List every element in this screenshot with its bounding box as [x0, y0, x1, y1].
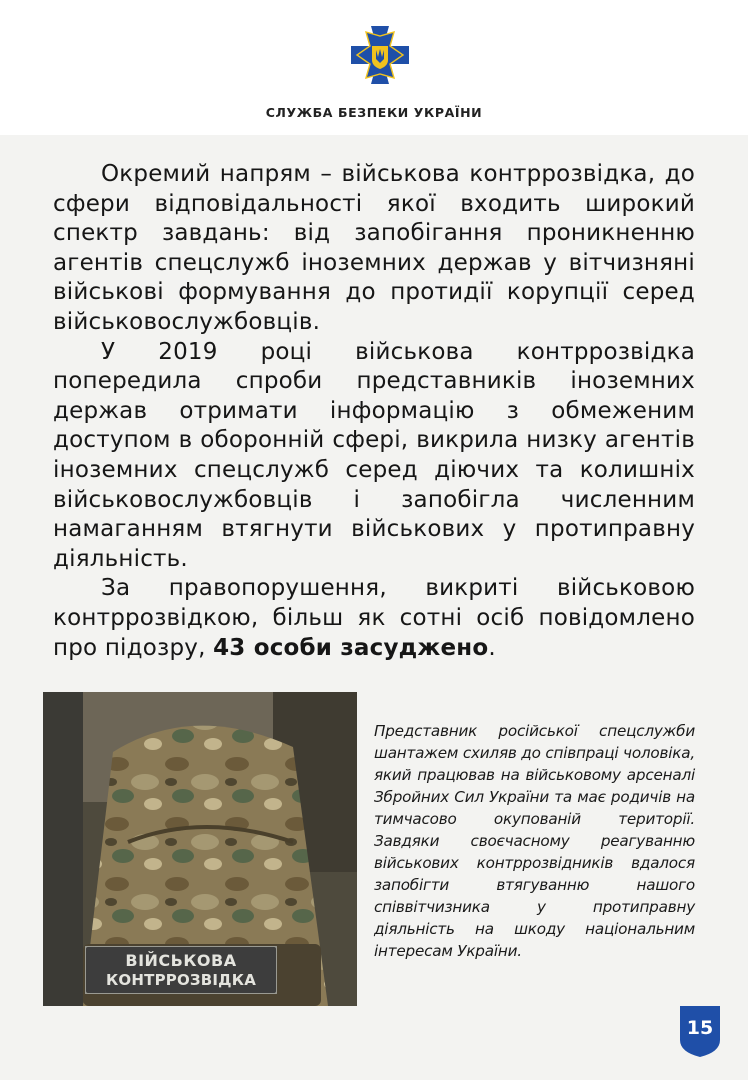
patch-text-line2: КОНТРРОЗВІДКА [105, 971, 257, 989]
main-text [53, 160, 695, 663]
paragraph-convictions-end: . [488, 634, 496, 661]
sbu-emblem-icon [349, 24, 411, 86]
patch-text-line1: ВІЙСЬКОВА [125, 951, 237, 970]
photo-caption: Представник російської спецслужби шантажем схиляв до співпраці чоловіка, який працював на військовому арсеналі Збройних Сил України та має родичів на тимчасово окупованій території. Завдяки своєчасному реагуванню військових контррозвідників вдалося запобігти втягуванню нашого співвітчизника у протиправну діяльність на шкоду національним інтересам України. [374, 722, 695, 960]
paragraph-convictions [53, 574, 695, 663]
paragraph-military-counterintel: Окремий напрям – військова контррозвідка, до сфери відповідальності якої входить широкий спектр завдань: від запобігання проникненню агентів спецслужб іноземних держав у вітчизняні військові формування до протидії корупції серед військовослужбовців. [53, 161, 695, 335]
paragraph-2019-results: У 2019 році військова контррозвідка попередила спроби представників іноземних держав отримати інформацію з обмеженим доступом в оборонній сфері, викрила низку агентів іноземних спецслужб серед діючих та колишніх військовослужбовців і запобігла численним намаганням втягнути військових у протиправну діяльність. [53, 338, 695, 572]
paragraph-convictions-start: За правопорушення, викриті військовою контррозвідкою, більш як сотні осіб повідомлено про підозру, [53, 575, 695, 661]
convictions-highlight: 43 особи засуджено [213, 634, 489, 661]
page-number: 15 [686, 1017, 714, 1039]
org-name: СЛУЖБА БЕЗПЕКИ УКРАЇНИ [265, 105, 483, 120]
